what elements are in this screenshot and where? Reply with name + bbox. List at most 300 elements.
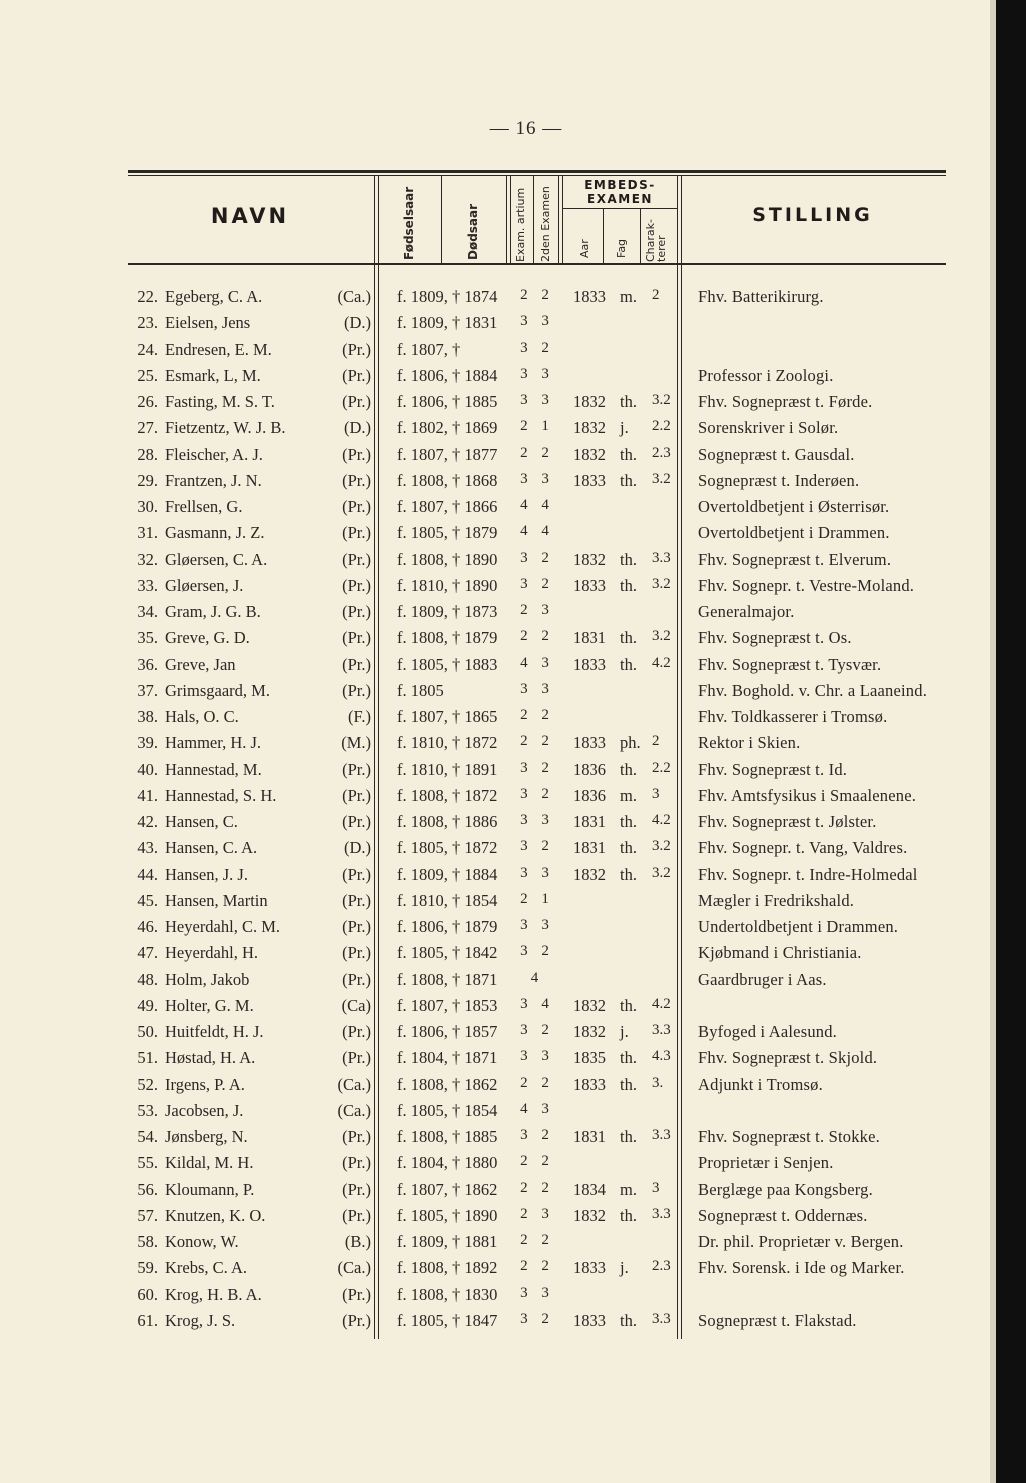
table-row xyxy=(0,970,1000,996)
entry-exam-year: 1833 xyxy=(573,1258,606,1278)
entry-exam-character: 4.2 xyxy=(652,995,671,1012)
entry-exam-year: 1831 xyxy=(573,1127,606,1146)
entry-years: f. 1808, † 1872 xyxy=(397,785,498,805)
entry-exam-grades: 2 3 xyxy=(520,1205,554,1222)
entry-faculty: (Ca.) xyxy=(337,1258,371,1278)
entry-name: Holm, Jakob xyxy=(165,969,250,989)
entry-faculty: (Pr.) xyxy=(342,444,371,464)
entry-years: f. 1805 xyxy=(397,680,444,700)
entry-exam-grades: 2 2 xyxy=(520,733,554,750)
entry-exam-grades: 3 2 xyxy=(520,1022,554,1038)
header-stilling: STILLING xyxy=(752,204,873,226)
entry-position: Fhv. Sognepræst t. Skjold. xyxy=(698,1048,878,1068)
table-row xyxy=(0,681,1000,707)
entry-exam-character: 2 xyxy=(652,733,660,750)
entry-name: Huitfeldt, H. J. xyxy=(165,1022,264,1041)
entry-exam-subject: th. xyxy=(620,392,637,411)
entry-exam-subject: th. xyxy=(620,759,637,779)
entry-exam-year: 1836 xyxy=(573,759,606,779)
table-row xyxy=(0,313,1000,339)
entry-position: Fhv. Sognepræst t. Elverum. xyxy=(698,549,892,569)
entry-exam-character: 4.3 xyxy=(652,1048,671,1065)
entry-number: 58. xyxy=(137,1232,158,1251)
entry-name: Hansen, J. J. xyxy=(165,864,248,884)
entry-exam-grades: 3 3 xyxy=(520,864,554,881)
col-divider-aar xyxy=(603,209,604,264)
entry-position: Sognepræst t. Gausdal. xyxy=(698,444,855,464)
entry-years: f. 1808, † 1890 xyxy=(397,549,498,569)
entry-number: 57. xyxy=(137,1205,158,1225)
table-row xyxy=(0,760,1000,786)
entry-faculty: (Pr.) xyxy=(342,575,371,595)
table-row xyxy=(0,1311,1000,1337)
entry-years: f. 1809, † 1881 xyxy=(397,1232,498,1251)
entry-years: f. 1808, † 1862 xyxy=(397,1074,498,1094)
entry-name: Jacobsen, J. xyxy=(165,1100,244,1120)
entry-exam-year: 1833 xyxy=(573,1310,606,1330)
entry-name: Gasmann, J. Z. xyxy=(165,523,265,543)
entry-years: f. 1806, † 1857 xyxy=(397,1022,498,1041)
entry-exam-subject: m. xyxy=(620,785,637,805)
entry-position: Adjunkt i Tromsø. xyxy=(698,1074,823,1094)
entry-number: 27. xyxy=(137,418,158,438)
entry-position: Fhv. Sognepræst t. Førde. xyxy=(698,392,873,411)
entry-number: 36. xyxy=(137,654,158,674)
entry-number: 28. xyxy=(137,444,158,464)
header-aar: Aar xyxy=(578,239,591,258)
table-row xyxy=(0,707,1000,733)
entry-faculty: (Pr.) xyxy=(342,1284,371,1304)
entry-number: 24. xyxy=(137,339,158,359)
entry-years: f. 1805, † 1847 xyxy=(397,1310,498,1330)
entry-faculty: (Pr.) xyxy=(342,523,371,543)
entry-exam-grades: 3 4 xyxy=(520,995,554,1012)
entry-exam-year: 1833 xyxy=(573,654,606,674)
col-divider-dod-b xyxy=(510,176,511,264)
entry-faculty: (D.) xyxy=(343,313,371,333)
entry-exam-character: 2.2 xyxy=(652,759,671,776)
entry-position: Fhv. Sognepr. t. Vestre-Moland. xyxy=(698,575,915,595)
entry-faculty: (Pr.) xyxy=(342,812,371,831)
entry-exam-grades: 3 3 xyxy=(520,313,554,330)
entry-faculty: (F.) xyxy=(348,707,371,726)
entry-exam-character: 3.2 xyxy=(652,575,671,592)
entry-exam-grades: 2 1 xyxy=(520,418,554,435)
entry-years: f. 1810, † 1872 xyxy=(397,733,498,753)
entry-faculty: (Pr.) xyxy=(342,969,371,989)
entry-number: 35. xyxy=(137,628,158,648)
entry-years: f. 1809, † 1884 xyxy=(397,864,498,884)
entry-number: 44. xyxy=(137,864,158,884)
entry-position: Undertoldbetjent i Drammen. xyxy=(698,917,899,936)
header-fodselsaar: Fødselsaar xyxy=(402,186,416,260)
header-dodsaar: Dødsaar xyxy=(466,203,480,260)
entry-exam-character: 3.2 xyxy=(652,864,671,881)
entry-position: Fhv. Sognepr. t. Indre-Holmedal xyxy=(698,864,918,884)
entry-name: Gløersen, J. xyxy=(165,575,244,595)
entry-exam-character: 3.2 xyxy=(652,628,671,645)
entry-name: Hannestad, M. xyxy=(165,759,262,779)
entry-position: Fhv. Sognepræst t. Tysvær. xyxy=(698,654,882,674)
entry-exam-character: 2.2 xyxy=(652,418,671,435)
entry-position: Generalmajor. xyxy=(698,602,795,621)
entry-number: 30. xyxy=(137,497,158,516)
entry-position: Proprietær i Senjen. xyxy=(698,1153,834,1173)
entry-exam-subject: th. xyxy=(620,1074,637,1094)
entry-years: f. 1805, † 1883 xyxy=(397,654,498,674)
entry-exam-grades: 3 2 xyxy=(520,1127,554,1143)
entry-exam-grades: 2 2 xyxy=(520,287,554,303)
entry-exam-subject: m. xyxy=(620,1179,637,1199)
entry-exam-grades: 2 2 xyxy=(520,1258,554,1275)
entry-exam-grades: 3 3 xyxy=(520,1048,554,1065)
entry-exam-grades: 4 3 xyxy=(520,654,554,671)
entry-number: 60. xyxy=(137,1284,158,1304)
header-karakterer: Charak-terer xyxy=(644,219,668,262)
entry-exam-grades: 3 2 xyxy=(520,1310,554,1327)
entry-position: Sognepræst t. Inderøen. xyxy=(698,470,860,490)
entry-number: 54. xyxy=(137,1127,158,1146)
entry-number: 55. xyxy=(137,1153,158,1173)
entry-years: f. 1808, † 1892 xyxy=(397,1258,498,1278)
entry-name: Gløersen, C. A. xyxy=(165,549,268,569)
entry-name: Hammer, H. J. xyxy=(165,733,262,753)
entry-years: f. 1808, † 1868 xyxy=(397,470,498,490)
entry-position: Fhv. Batterikirurg. xyxy=(698,287,824,306)
entry-exam-year: 1832 xyxy=(573,418,606,438)
table-row xyxy=(0,445,1000,471)
table-row xyxy=(0,1075,1000,1101)
entry-number: 38. xyxy=(137,707,158,726)
table-row xyxy=(0,576,1000,602)
entry-number: 59. xyxy=(137,1258,158,1278)
table-row xyxy=(0,1206,1000,1232)
entry-faculty: (Pr.) xyxy=(342,392,371,411)
entry-position: Fhv. Sognepræst t. Id. xyxy=(698,759,848,779)
entry-name: Fleischer, A. J. xyxy=(165,444,263,464)
entry-exam-subject: j. xyxy=(620,1258,629,1278)
entry-number: 39. xyxy=(137,733,158,753)
entry-name: Hansen, C. xyxy=(165,812,238,831)
header-navn: NAVN xyxy=(210,204,290,228)
entry-exam-subject: th. xyxy=(620,575,637,595)
entry-name: Egeberg, C. A. xyxy=(165,287,263,306)
entry-name: Høstad, H. A. xyxy=(165,1048,256,1068)
table-row xyxy=(0,996,1000,1022)
entry-exam-grades: 2 2 xyxy=(520,1232,554,1248)
entry-exam-grades: 3 2 xyxy=(520,575,554,592)
entry-exam-year: 1832 xyxy=(573,444,606,464)
entry-years: f. 1804, † 1871 xyxy=(397,1048,498,1068)
entry-exam-grades: 3 3 xyxy=(520,812,554,828)
entry-exam-year: 1833 xyxy=(573,1074,606,1094)
entry-number: 23. xyxy=(137,313,158,333)
table-row xyxy=(0,1127,1000,1153)
entry-exam-year: 1832 xyxy=(573,1205,606,1225)
entry-number: 25. xyxy=(137,365,158,385)
entry-exam-character: 4.2 xyxy=(652,812,671,828)
entry-name: Frellsen, G. xyxy=(165,497,243,516)
entry-exam-grades: 3 2 xyxy=(520,838,554,855)
table-row xyxy=(0,786,1000,812)
entry-years: f. 1810, † 1891 xyxy=(397,759,498,779)
entry-exam-subject: th. xyxy=(620,1205,637,1225)
table-row xyxy=(0,497,1000,523)
entry-exam-grades: 2 2 xyxy=(520,1074,554,1091)
entry-years: f. 1808, † 1879 xyxy=(397,628,498,648)
embeds-underline xyxy=(563,208,677,209)
entry-name: Greve, G. D. xyxy=(165,628,250,648)
table-top-rule xyxy=(128,170,946,173)
entry-years: f. 1807, † 1853 xyxy=(397,995,498,1015)
entry-years: f. 1807, † 1865 xyxy=(397,707,498,726)
entry-years: f. 1806, † 1879 xyxy=(397,917,498,936)
entry-faculty: (Pr.) xyxy=(342,1310,371,1330)
table-row xyxy=(0,602,1000,628)
entry-faculty: (D.) xyxy=(343,838,371,858)
entry-name: Eielsen, Jens xyxy=(165,313,251,333)
entry-number: 34. xyxy=(137,602,158,621)
entry-faculty: (Pr.) xyxy=(342,628,371,648)
entry-years: f. 1805, † 1842 xyxy=(397,943,498,963)
entry-exam-subject: th. xyxy=(620,864,637,884)
entry-years: f. 1805, † 1879 xyxy=(397,523,498,543)
entry-number: 40. xyxy=(137,759,158,779)
table-top-rule-thin xyxy=(128,175,946,176)
entry-name: Knutzen, K. O. xyxy=(165,1205,266,1225)
entry-exam-subject: th. xyxy=(620,1048,637,1068)
entry-exam-grades: 2 3 xyxy=(520,602,554,618)
entry-exam-grades: 3 3 xyxy=(520,917,554,933)
entry-exam-grades: 4 3 xyxy=(520,1100,554,1117)
entry-exam-subject: th. xyxy=(620,838,637,858)
entry-name: Hals, O. C. xyxy=(165,707,239,726)
entry-number: 53. xyxy=(137,1100,158,1120)
entry-name: Frantzen, J. N. xyxy=(165,470,262,490)
entry-number: 48. xyxy=(137,969,158,989)
entry-exam-character: 3 xyxy=(652,1179,660,1196)
entry-position: Overtoldbetjent i Østerrisør. xyxy=(698,497,890,516)
entry-years: f. 1809, † 1873 xyxy=(397,602,498,621)
entry-number: 50. xyxy=(137,1022,158,1041)
entry-position: Berglæge paa Kongsberg. xyxy=(698,1179,873,1199)
entry-number: 26. xyxy=(137,392,158,411)
entry-exam-character: 3.3 xyxy=(652,549,671,566)
entry-faculty: (M.) xyxy=(341,733,371,753)
entry-exam-character: 3. xyxy=(652,1074,664,1091)
table-row xyxy=(0,1232,1000,1258)
entry-exam-subject: m. xyxy=(620,287,637,306)
entry-exam-grades: 3 3 xyxy=(520,1284,554,1301)
entry-exam-grades: 4 xyxy=(530,969,544,986)
entry-exam-character: 3.3 xyxy=(652,1022,671,1038)
entry-exam-year: 1833 xyxy=(573,575,606,595)
entry-name: Holter, G. M. xyxy=(165,995,254,1015)
header-fag: Fag xyxy=(615,238,628,258)
entry-exam-character: 3.3 xyxy=(652,1310,671,1327)
entry-faculty: (Ca.) xyxy=(337,1074,371,1094)
entry-position: Kjøbmand i Christiania. xyxy=(698,943,862,963)
entry-exam-character: 3.2 xyxy=(652,470,671,487)
entry-number: 43. xyxy=(137,838,158,858)
table-row xyxy=(0,1022,1000,1048)
entry-years: f. 1807, † xyxy=(397,339,461,359)
entry-faculty: (B.) xyxy=(344,1232,371,1251)
entry-number: 46. xyxy=(137,917,158,936)
entry-exam-grades: 2 1 xyxy=(520,890,554,907)
entry-exam-grades: 3 2 xyxy=(520,785,554,802)
entry-years: f. 1805, † 1854 xyxy=(397,1100,498,1120)
entry-faculty: (D.) xyxy=(343,418,371,438)
table-row xyxy=(0,287,1000,313)
entry-number: 51. xyxy=(137,1048,158,1068)
entry-position: Professor i Zoologi. xyxy=(698,365,834,385)
entry-name: Endresen, E. M. xyxy=(165,339,272,359)
entry-number: 37. xyxy=(137,680,158,700)
entry-faculty: (Pr.) xyxy=(342,549,371,569)
entry-faculty: (Pr.) xyxy=(342,917,371,936)
entry-faculty: (Pr.) xyxy=(342,759,371,779)
entry-position: Overtoldbetjent i Drammen. xyxy=(698,523,890,543)
entry-number: 52. xyxy=(137,1074,158,1094)
entry-faculty: (Pr.) xyxy=(342,890,371,910)
entry-position: Sorenskriver i Solør. xyxy=(698,418,839,438)
entry-number: 29. xyxy=(137,470,158,490)
col-divider-fodsel xyxy=(441,176,442,264)
entry-exam-grades: 3 2 xyxy=(520,339,554,356)
entry-exam-year: 1833 xyxy=(573,287,606,306)
entry-number: 49. xyxy=(137,995,158,1015)
col-divider-examen xyxy=(558,176,559,264)
entry-years: f. 1808, † 1885 xyxy=(397,1127,498,1146)
entry-exam-year: 1836 xyxy=(573,785,606,805)
entry-years: f. 1809, † 1874 xyxy=(397,287,498,306)
header-embedsexamen: EMBEDS-EXAMEN xyxy=(584,178,656,206)
table-row xyxy=(0,917,1000,943)
entry-number: 45. xyxy=(137,890,158,910)
entry-name: Gram, J. G. B. xyxy=(165,602,261,621)
entry-exam-subject: th. xyxy=(620,995,637,1015)
entry-exam-year: 1833 xyxy=(573,470,606,490)
entry-position: Fhv. Amtsfysikus i Smaalenene. xyxy=(698,785,917,805)
header-anden-examen: 2den Examen xyxy=(539,186,552,262)
entry-years: f. 1807, † 1877 xyxy=(397,444,498,464)
entry-faculty: (Pr.) xyxy=(342,497,371,516)
table-row xyxy=(0,1285,1000,1311)
entry-years: f. 1810, † 1890 xyxy=(397,575,498,595)
entry-years: f. 1806, † 1884 xyxy=(397,365,498,385)
entry-exam-subject: ph. xyxy=(620,733,641,753)
entry-exam-character: 4.2 xyxy=(652,654,671,671)
entry-exam-subject: th. xyxy=(620,628,637,648)
entry-position: Fhv. Boghold. v. Chr. a Laaneind. xyxy=(698,680,928,700)
entry-years: f. 1808, † 1830 xyxy=(397,1284,498,1304)
entry-number: 41. xyxy=(137,785,158,805)
header-bottom-rule xyxy=(128,263,946,265)
entry-name: Krog, J. S. xyxy=(165,1310,236,1330)
entry-faculty: (Pr.) xyxy=(342,1127,371,1146)
entry-faculty: (Pr.) xyxy=(342,1153,371,1173)
table-row xyxy=(0,366,1000,392)
entry-number: 42. xyxy=(137,812,158,831)
entry-name: Heyerdahl, H. xyxy=(165,943,259,963)
table-row xyxy=(0,733,1000,759)
entry-faculty: (Pr.) xyxy=(342,680,371,700)
entry-number: 61. xyxy=(137,1310,158,1330)
entry-exam-character: 3.2 xyxy=(652,392,671,408)
entry-years: f. 1804, † 1880 xyxy=(397,1153,498,1173)
entry-faculty: (Pr.) xyxy=(342,470,371,490)
entry-years: f. 1810, † 1854 xyxy=(397,890,498,910)
entry-years: f. 1808, † 1871 xyxy=(397,969,498,989)
table-row xyxy=(0,865,1000,891)
entry-exam-subject: j. xyxy=(620,418,629,438)
entry-position: Fhv. Sognepræst t. Stokke. xyxy=(698,1127,880,1146)
entry-name: Grimsgaard, M. xyxy=(165,680,270,700)
entry-exam-year: 1832 xyxy=(573,392,606,411)
entry-position: Gaardbruger i Aas. xyxy=(698,969,827,989)
entry-name: Hannestad, S. H. xyxy=(165,785,277,805)
entry-faculty: (Pr.) xyxy=(342,602,371,621)
table-row xyxy=(0,838,1000,864)
entry-name: Kloumann, P. xyxy=(165,1179,255,1199)
entry-years: f. 1805, † 1872 xyxy=(397,838,498,858)
entry-position: Dr. phil. Proprietær v. Bergen. xyxy=(698,1232,904,1251)
col-divider-dod xyxy=(506,176,507,264)
entry-exam-year: 1832 xyxy=(573,864,606,884)
entry-name: Kildal, M. H. xyxy=(165,1153,254,1173)
entry-name: Konow, W. xyxy=(165,1232,239,1251)
table-row xyxy=(0,340,1000,366)
entry-exam-year: 1832 xyxy=(573,549,606,569)
col-divider-exam xyxy=(533,176,534,264)
entry-name: Fasting, M. S. T. xyxy=(165,392,275,411)
entry-years: f. 1805, † 1890 xyxy=(397,1205,498,1225)
entry-exam-grades: 2 2 xyxy=(520,444,554,461)
header-exam-artium: Exam. artium xyxy=(514,187,527,262)
table-row xyxy=(0,1048,1000,1074)
entry-number: 32. xyxy=(137,549,158,569)
table-row xyxy=(0,1101,1000,1127)
entry-faculty: (Pr.) xyxy=(342,1179,371,1199)
entry-faculty: (Pr.) xyxy=(342,1022,371,1041)
entry-faculty: (Pr.) xyxy=(342,339,371,359)
entry-name: Fietzentz, W. J. B. xyxy=(165,418,286,438)
entry-exam-character: 3.3 xyxy=(652,1205,671,1222)
entry-faculty: (Pr.) xyxy=(342,864,371,884)
entry-exam-subject: th. xyxy=(620,470,637,490)
entry-exam-grades: 2 2 xyxy=(520,707,554,723)
entry-years: f. 1806, † 1885 xyxy=(397,392,498,411)
entry-exam-year: 1835 xyxy=(573,1048,606,1068)
entry-position: Sognepræst t. Oddernæs. xyxy=(698,1205,868,1225)
entry-position: Fhv. Sognepræst t. Os. xyxy=(698,628,852,648)
table-row xyxy=(0,1258,1000,1284)
entry-exam-character: 3 xyxy=(652,785,660,802)
entry-number: 31. xyxy=(137,523,158,543)
table-row xyxy=(0,891,1000,917)
entry-exam-year: 1833 xyxy=(573,733,606,753)
entry-position: Sognepræst t. Flakstad. xyxy=(698,1310,857,1330)
scan-border xyxy=(996,0,1026,1483)
entry-position: Fhv. Sognepræst t. Jølster. xyxy=(698,812,877,831)
entry-exam-grades: 2 2 xyxy=(520,1153,554,1170)
entry-exam-subject: th. xyxy=(620,444,637,464)
entry-exam-year: 1834 xyxy=(573,1179,606,1199)
entry-name: Jønsberg, N. xyxy=(165,1127,248,1146)
entry-exam-grades: 4 4 xyxy=(520,497,554,513)
entry-years: f. 1807, † 1866 xyxy=(397,497,498,516)
